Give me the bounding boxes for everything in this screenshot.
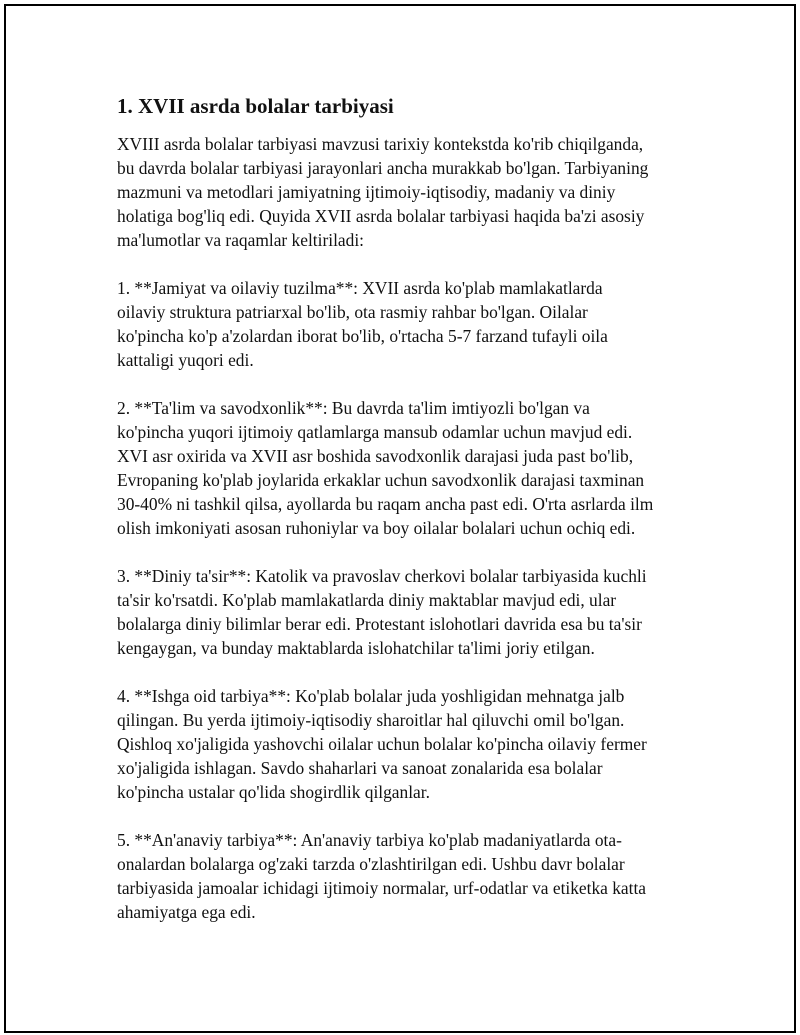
text-line: 2. **Ta'lim va savodxonlik**: Bu davrda ta'lim imtiyozli bo'lgan va: [117, 398, 590, 418]
text-line: xo'jaligida ishlagan. Savdo shaharlari va sanoat zonalarida esa bolalar: [117, 758, 603, 778]
section-heading: 1. XVII asrda bolalar tarbiyasi: [117, 94, 394, 118]
text-line: 3. **Diniy ta'sir**: Katolik va pravoslav cherkovi bolalar tarbiyasida kuchli: [117, 566, 647, 586]
text-line: oilaviy struktura patriarxal bo'lib, ota rasmiy rahbar bo'lgan. Oilalar: [117, 302, 588, 322]
text-line: onalardan bolalarga og'zaki tarzda o'zlashtirilgan edi. Ushbu davr bolalar: [117, 854, 625, 874]
text-line: ko'pincha ko'p a'zolardan iborat bo'lib, o'rtacha 5-7 farzand tufayli oila: [117, 326, 608, 346]
text-line: tarbiyasida jamoalar ichidagi ijtimoiy normalar, urf-odatlar va etiketka katta: [117, 878, 647, 898]
text-line: 5. **An'anaviy tarbiya**: An'anaviy tarbiya ko'plab madaniyatlarda ota-: [117, 830, 622, 850]
text-line: ko'pincha yuqori ijtimoiy qatlamlarga mansub odamlar uchun mavjud edi.: [117, 422, 633, 442]
paragraph: [117, 276, 687, 372]
text-line: mazmuni va metodlari jamiyatning ijtimoiy-iqtisodiy, madaniy va diniy: [117, 182, 616, 202]
text-line: Qishloq xo'jaligida yashovchi oilalar uchun bolalar ko'pincha oilaviy fermer: [117, 734, 647, 754]
text-line: 1. **Jamiyat va oilaviy tuzilma**: XVII asrda ko'plab mamlakatlarda: [117, 278, 603, 298]
text-line: kattaligi yuqori edi.: [117, 350, 254, 370]
text-line: holatiga bog'liq edi. Quyida XVII asrda bolalar tarbiyasi haqida ba'zi asosiy: [117, 206, 645, 226]
text-line: ta'sir ko'rsatdi. Ko'plab mamlakatlarda diniy maktablar mavjud edi, ular: [117, 590, 617, 610]
text-line: kengaygan, va bunday maktablarda islohatchilar ta'limi joriy etilgan.: [117, 638, 595, 658]
text-line: ko'pincha ustalar qo'lida shogirdlik qilganlar.: [117, 782, 430, 802]
text-line: qilingan. Bu yerda ijtimoiy-iqtisodiy sharoitlar hal qiluvchi omil bo'lgan.: [117, 710, 625, 730]
text-line: ahamiyatga ega edi.: [117, 902, 256, 922]
text-line: 30-40% ni tashkil qilsa, ayollarda bu raqam ancha past edi. O'rta asrlarda ilm: [117, 494, 654, 514]
paragraph: [117, 396, 687, 540]
paragraph: [117, 132, 687, 252]
paragraph: [117, 828, 687, 924]
text-line: bu davrda bolalar tarbiyasi jarayonlari ancha murakkab bo'lgan. Tarbiyaning: [117, 158, 649, 178]
document-body: [117, 92, 687, 948]
text-line: Evropaning ko'plab joylarida erkaklar uchun savodxonlik darajasi taxminan: [117, 470, 645, 490]
text-line: XVIII asrda bolalar tarbiyasi mavzusi tarixiy kontekstda ko'rib chiqilganda,: [117, 134, 644, 154]
text-line: bolalarga diniy bilimlar berar edi. Protestant islohotlari davrida esa bu ta'sir: [117, 614, 642, 634]
text-line: olish imkoniyati asosan ruhoniylar va boy oilalar bolalari uchun ochiq edi.: [117, 518, 636, 538]
text-line: 4. **Ishga oid tarbiya**: Ko'plab bolalar juda yoshligidan mehnatga jalb: [117, 686, 625, 706]
paragraph: [117, 564, 687, 660]
text-line: XVI asr oxirida va XVII asr boshida savodxonlik darajasi juda past bo'lib,: [117, 446, 634, 466]
paragraph: [117, 684, 687, 804]
paragraph-list: [117, 132, 687, 924]
text-line: ma'lumotlar va raqamlar keltiriladi:: [117, 230, 364, 250]
